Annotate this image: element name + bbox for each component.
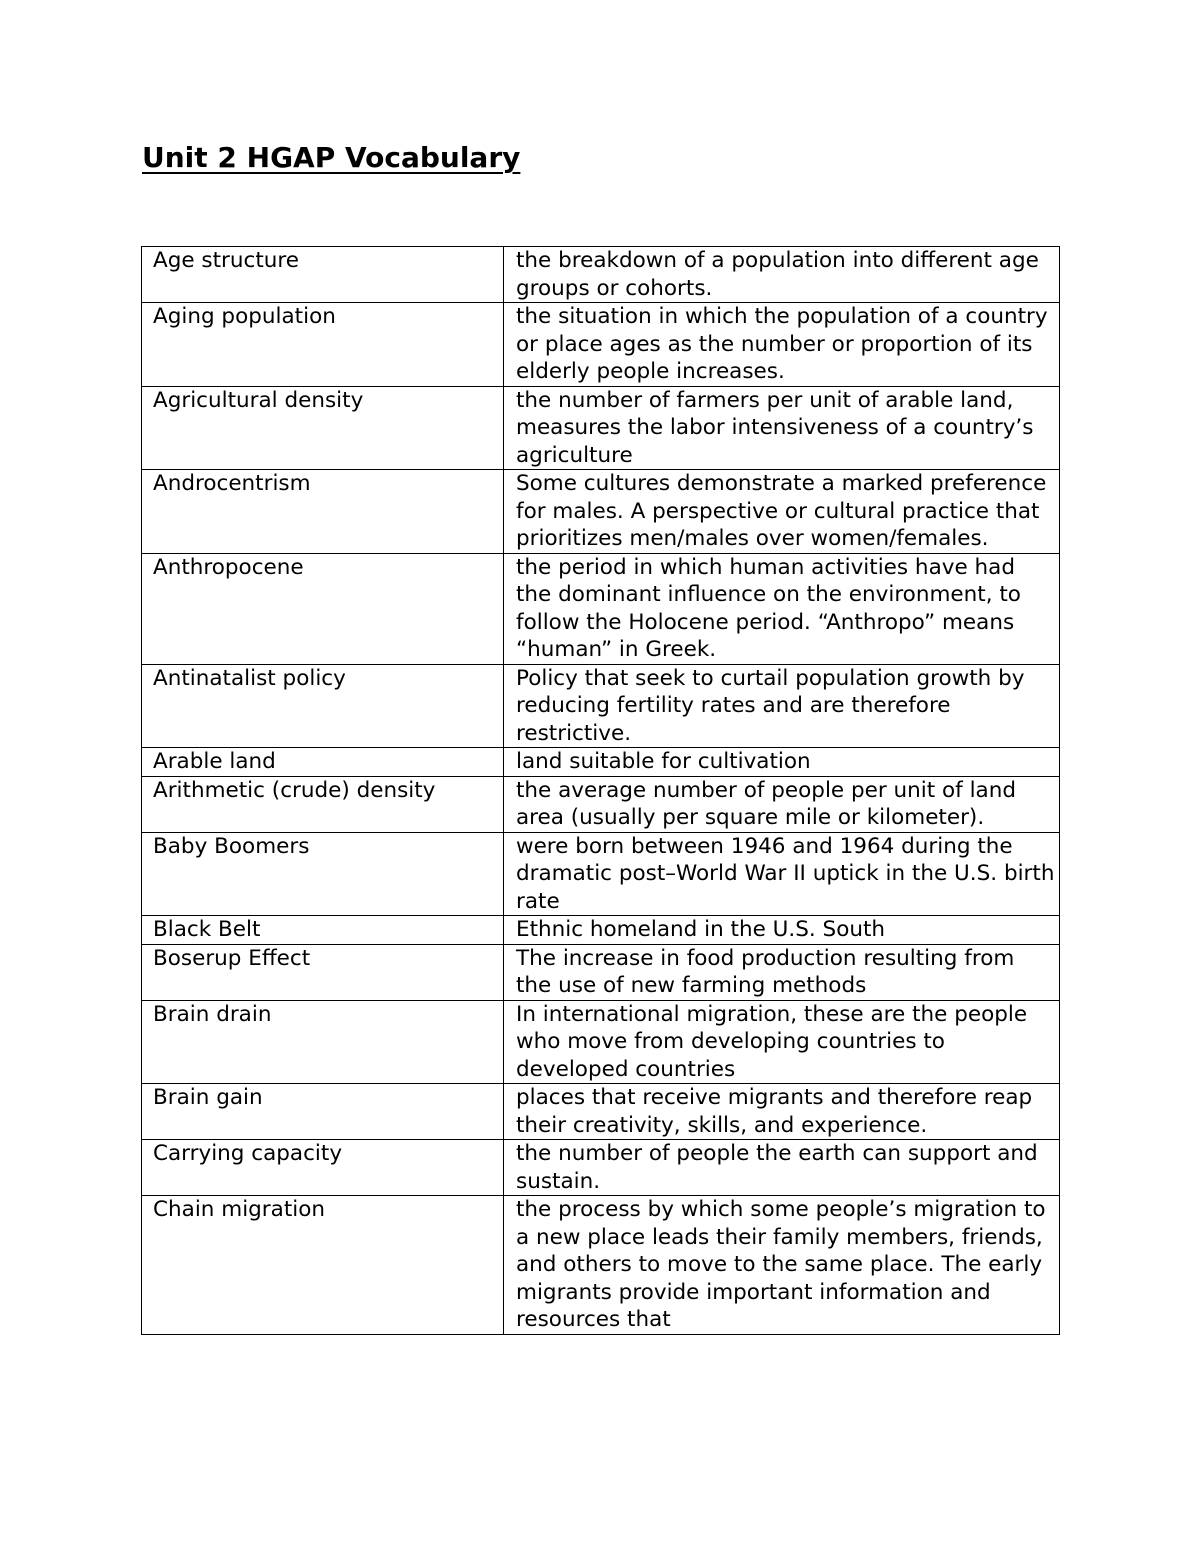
table-row	[142, 1000, 1060, 1084]
table-row	[142, 470, 1060, 554]
table-row	[142, 832, 1060, 916]
definition-cell: In international migration, these are the people who move from developing countries to developed countries	[504, 1000, 1060, 1084]
table-row	[142, 748, 1060, 777]
table-row	[142, 944, 1060, 1000]
table-row	[142, 1084, 1060, 1140]
term-cell: Antinatalist policy	[142, 664, 504, 748]
table-row	[142, 664, 1060, 748]
term-cell: Aging population	[142, 303, 504, 387]
term-cell: Baby Boomers	[142, 832, 504, 916]
page-title: Unit 2 HGAP Vocabulary	[142, 141, 521, 174]
definition-cell: the average number of people per unit of land area (usually per square mile or kilometer).	[504, 776, 1060, 832]
definition-cell: were born between 1946 and 1964 during the dramatic post–World War II uptick in the U.S. birth rate	[504, 832, 1060, 916]
term-cell: Brain gain	[142, 1084, 504, 1140]
definition-cell: Some cultures demonstrate a marked preference for males. A perspective or cultural practice that prioritizes men/males over women/females.	[504, 470, 1060, 554]
term-cell: Arithmetic (crude) density	[142, 776, 504, 832]
vocabulary-table	[141, 246, 1060, 1335]
definition-cell: Ethnic homeland in the U.S. South	[504, 916, 1060, 945]
definition-cell: the number of people the earth can support and sustain.	[504, 1140, 1060, 1196]
term-cell: Age structure	[142, 247, 504, 303]
definition-cell: the situation in which the population of a country or place ages as the number or proportion of its elderly people increases.	[504, 303, 1060, 387]
definition-cell: the breakdown of a population into different age groups or cohorts.	[504, 247, 1060, 303]
table-row	[142, 916, 1060, 945]
term-cell: Arable land	[142, 748, 504, 777]
table-row	[142, 776, 1060, 832]
term-cell: Boserup Effect	[142, 944, 504, 1000]
term-cell: Agricultural density	[142, 386, 504, 470]
table-row	[142, 553, 1060, 664]
definition-cell: the process by which some people’s migration to a new place leads their family members, friends, and others to move to the same place. The early migrants provide important information and resources that	[504, 1196, 1060, 1335]
table-row	[142, 247, 1060, 303]
term-cell: Black Belt	[142, 916, 504, 945]
table-row	[142, 1140, 1060, 1196]
definition-cell: the number of farmers per unit of arable land, measures the labor intensiveness of a country’s agriculture	[504, 386, 1060, 470]
definition-cell: the period in which human activities have had the dominant influence on the environment, to follow the Holocene period. “Anthropo” means “human” in Greek.	[504, 553, 1060, 664]
term-cell: Androcentrism	[142, 470, 504, 554]
term-cell: Brain drain	[142, 1000, 504, 1084]
table-row	[142, 386, 1060, 470]
term-cell: Anthropocene	[142, 553, 504, 664]
term-cell: Carrying capacity	[142, 1140, 504, 1196]
definition-cell: land suitable for cultivation	[504, 748, 1060, 777]
definition-cell: Policy that seek to curtail population growth by reducing fertility rates and are therefore restrictive.	[504, 664, 1060, 748]
table-row	[142, 303, 1060, 387]
table-row	[142, 1196, 1060, 1335]
definition-cell: The increase in food production resulting from the use of new farming methods	[504, 944, 1060, 1000]
definition-cell: places that receive migrants and therefore reap their creativity, skills, and experience.	[504, 1084, 1060, 1140]
term-cell: Chain migration	[142, 1196, 504, 1335]
